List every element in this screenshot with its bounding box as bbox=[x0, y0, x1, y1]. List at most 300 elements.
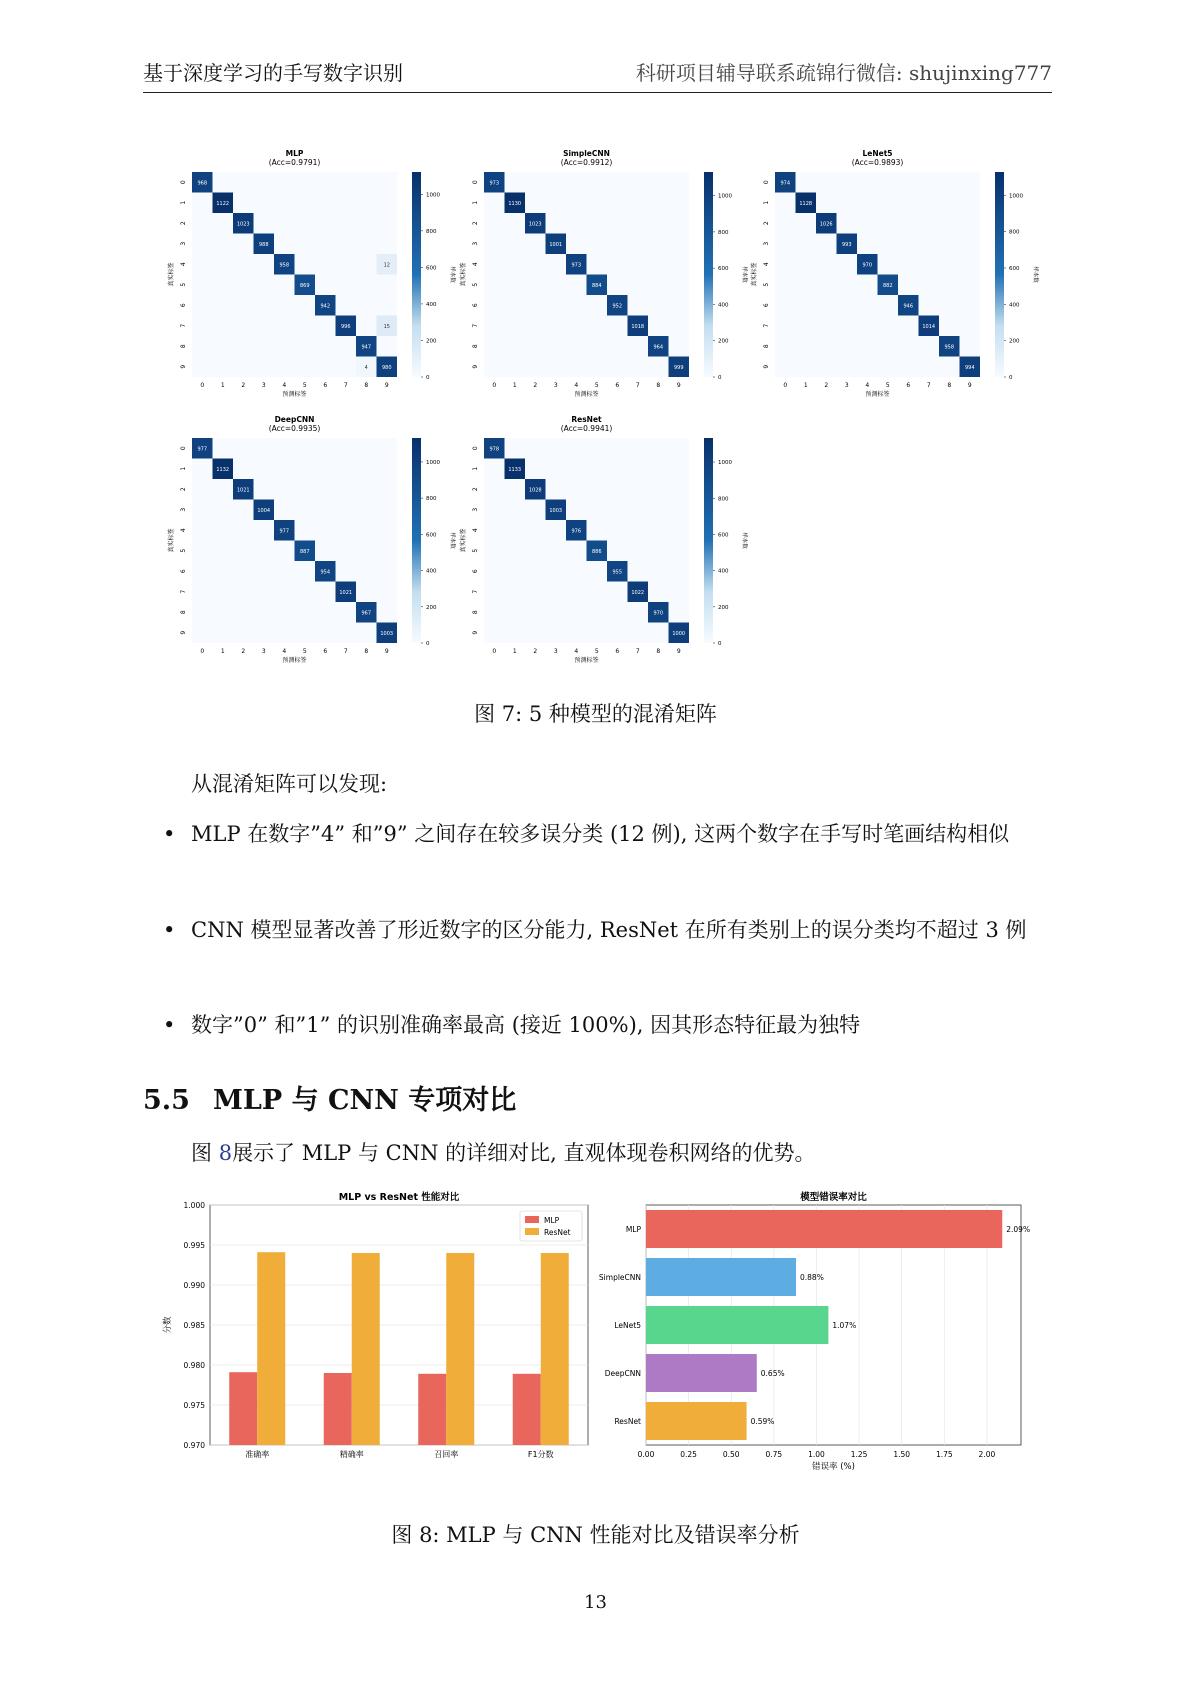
x-axis-label: 错误率 (%) bbox=[812, 1462, 855, 1472]
y-tick-label: 4 bbox=[180, 528, 187, 533]
heatmap-cell bbox=[628, 520, 649, 541]
heatmap-cell bbox=[213, 172, 234, 193]
heatmap-cell bbox=[274, 623, 295, 644]
heatmap-cell bbox=[669, 602, 690, 623]
heatmap-cell bbox=[254, 520, 275, 541]
page-header bbox=[143, 60, 1052, 93]
heatmap-cell bbox=[505, 582, 526, 603]
heatmap-cell bbox=[484, 582, 505, 603]
heatmap-cell-label: 976 bbox=[571, 528, 582, 535]
heatmap-cell bbox=[213, 254, 234, 275]
heatmap-cell bbox=[878, 172, 899, 193]
heatmap-cell bbox=[648, 500, 669, 521]
heatmap-cell bbox=[213, 316, 234, 337]
heatmap-cell bbox=[775, 336, 796, 357]
bullet-item-1: MLP 在数字”4” 和”9” 之间存在较多误分类 (12 例), 这两个数字在手写时笔画结构相似 bbox=[191, 822, 1010, 846]
heatmap-cell bbox=[274, 602, 295, 623]
heatmap-cell bbox=[233, 254, 254, 275]
heatmap-cell bbox=[546, 336, 567, 357]
heatmap-cell-label: 970 bbox=[862, 262, 873, 269]
heatmap-cell bbox=[566, 479, 587, 500]
heatmap-cell bbox=[233, 500, 254, 521]
heatmap-cell bbox=[213, 295, 234, 316]
heatmap-cell bbox=[669, 295, 690, 316]
heatmap-cell-label: 1004 bbox=[257, 507, 271, 514]
heatmap-cell bbox=[960, 336, 981, 357]
heatmap-cell-label: 958 bbox=[944, 344, 955, 351]
heatmap-cell bbox=[546, 213, 567, 234]
heatmap-cell bbox=[295, 479, 316, 500]
heatmap-cell bbox=[192, 520, 213, 541]
heatmap-cell-label: 942 bbox=[320, 303, 331, 310]
heatmap-cell bbox=[274, 172, 295, 193]
heatmap-cell bbox=[254, 193, 275, 214]
heatmap-cell bbox=[919, 357, 940, 378]
x-tick-label: 0.75 bbox=[765, 1450, 783, 1459]
heatmap-cell bbox=[546, 254, 567, 275]
heatmap-cell bbox=[315, 234, 336, 255]
x-tick-label: 3 bbox=[844, 382, 849, 389]
heatmap-cell bbox=[816, 316, 837, 337]
heatmap-cell bbox=[837, 357, 858, 378]
heatmap-cell bbox=[295, 316, 316, 337]
bar-deepcnn bbox=[646, 1354, 757, 1392]
heatmap-cell bbox=[233, 438, 254, 459]
colorbar-tick-label: 400 bbox=[426, 568, 437, 575]
heatmap-cell bbox=[648, 561, 669, 582]
heatmap-cell bbox=[566, 172, 587, 193]
y-tick-label: 0.985 bbox=[183, 1321, 205, 1330]
heatmap-cell bbox=[837, 254, 858, 275]
heatmap-cell bbox=[192, 623, 213, 644]
legend-label: ResNet bbox=[544, 1228, 571, 1237]
heatmap-subtitle: (Acc=0.9791) bbox=[268, 158, 321, 167]
y-tick-label: 4 bbox=[180, 262, 187, 267]
heatmap-cell bbox=[587, 602, 608, 623]
y-tick-label: 2 bbox=[180, 487, 187, 492]
y-tick-label: 3 bbox=[472, 241, 479, 246]
heatmap-cell bbox=[919, 275, 940, 296]
y-tick-label: 1 bbox=[472, 466, 479, 471]
bar-mlp bbox=[418, 1374, 446, 1445]
heatmap-cell bbox=[274, 213, 295, 234]
colorbar-tick-label: 1000 bbox=[426, 192, 440, 199]
confusion-matrix-deepcnn bbox=[167, 415, 457, 664]
heatmap-cell bbox=[315, 582, 336, 603]
heatmap-cell bbox=[546, 193, 567, 214]
x-tick-label: 9 bbox=[967, 382, 972, 389]
heatmap-cell bbox=[669, 500, 690, 521]
heatmap-cell bbox=[939, 316, 960, 337]
bar-resnet bbox=[646, 1402, 747, 1440]
heatmap-cell bbox=[546, 438, 567, 459]
x-tick-label: 5 bbox=[302, 382, 307, 389]
heatmap-cell bbox=[878, 213, 899, 234]
y-tick-label: 3 bbox=[180, 507, 187, 512]
heatmap-title: DeepCNN bbox=[274, 415, 315, 424]
heatmap-cell bbox=[254, 438, 275, 459]
heatmap-cell bbox=[960, 193, 981, 214]
heatmap-cell bbox=[816, 234, 837, 255]
heatmap-cell bbox=[566, 193, 587, 214]
section-title: MLP 与 CNN 专项对比 bbox=[213, 1085, 517, 1116]
heatmap-cell bbox=[878, 193, 899, 214]
y-tick-label: 6 bbox=[763, 303, 770, 308]
page-number: 13 bbox=[584, 1592, 607, 1613]
heatmap-cell-label: 1022 bbox=[631, 589, 645, 596]
data-label: 0.88% bbox=[800, 1273, 824, 1282]
heatmap-cell bbox=[648, 234, 669, 255]
colorbar-tick-label: 0 bbox=[426, 641, 430, 647]
heatmap-cell bbox=[628, 561, 649, 582]
heatmap-cell bbox=[315, 500, 336, 521]
heatmap-cell bbox=[213, 479, 234, 500]
y-tick-label: 2 bbox=[472, 221, 479, 226]
colorbar bbox=[704, 172, 713, 377]
heatmap-cell bbox=[505, 295, 526, 316]
y-tick-label: 4 bbox=[763, 262, 770, 267]
heatmap-cell bbox=[274, 500, 295, 521]
heatmap-cell bbox=[233, 561, 254, 582]
heatmap-cell bbox=[898, 357, 919, 378]
heatmap-cell bbox=[295, 459, 316, 480]
heatmap-cell bbox=[796, 357, 817, 378]
header-title: 基于深度学习的手写数字识别 bbox=[143, 61, 403, 85]
bar-resnet bbox=[541, 1253, 569, 1445]
heatmap-cell bbox=[233, 459, 254, 480]
y-tick-label: 0 bbox=[472, 180, 479, 185]
heatmap-cell bbox=[587, 561, 608, 582]
x-tick-label: 2 bbox=[533, 382, 538, 389]
heatmap-cell bbox=[505, 438, 526, 459]
heatmap-cell bbox=[837, 316, 858, 337]
heatmap-cell bbox=[295, 357, 316, 378]
heatmap-cell bbox=[546, 541, 567, 562]
heatmap-cell bbox=[484, 541, 505, 562]
y-tick-label: 0.995 bbox=[183, 1241, 205, 1250]
heatmap-cell bbox=[525, 459, 546, 480]
heatmap-cell bbox=[356, 459, 377, 480]
heatmap-cell bbox=[315, 275, 336, 296]
figure-8-caption: 图 8: MLP 与 CNN 性能对比及错误率分析 bbox=[391, 1523, 800, 1547]
heatmap-cell bbox=[336, 193, 357, 214]
heatmap-cell-label: 1026 bbox=[819, 221, 833, 228]
heatmap-cell bbox=[192, 295, 213, 316]
heatmap-cell bbox=[295, 336, 316, 357]
x-tick-label: 0 bbox=[200, 648, 205, 655]
y-tick-label: 0 bbox=[180, 446, 187, 451]
heatmap-cell bbox=[566, 459, 587, 480]
figure-7-caption: 图 7: 5 种模型的混淆矩阵 bbox=[474, 702, 717, 726]
bullet-dot: • bbox=[163, 822, 176, 846]
heatmap-cell bbox=[587, 357, 608, 378]
heatmap-cell bbox=[484, 234, 505, 255]
heatmap-cell bbox=[669, 541, 690, 562]
heatmap-cell bbox=[356, 541, 377, 562]
heatmap-cell bbox=[857, 234, 878, 255]
heatmap-cell bbox=[669, 172, 690, 193]
heatmap-cell-label: 1014 bbox=[922, 323, 936, 330]
heatmap-cell bbox=[775, 316, 796, 337]
heatmap-cell bbox=[505, 623, 526, 644]
heatmap-cell bbox=[274, 193, 295, 214]
heatmap-cell bbox=[505, 602, 526, 623]
heatmap-cell bbox=[939, 213, 960, 234]
x-tick-label: 6 bbox=[906, 382, 911, 389]
heatmap-cell bbox=[628, 336, 649, 357]
heatmap-cell-label: 4 bbox=[364, 364, 368, 371]
heatmap-cell bbox=[213, 561, 234, 582]
heatmap-cell bbox=[960, 254, 981, 275]
heatmap-cell-label: 952 bbox=[612, 303, 623, 310]
colorbar bbox=[412, 438, 421, 643]
heatmap-cell bbox=[669, 561, 690, 582]
y-tick-label: 1 bbox=[180, 466, 187, 471]
heatmap-cell bbox=[669, 316, 690, 337]
heatmap-cell bbox=[254, 623, 275, 644]
colorbar-label: 样本数 bbox=[449, 266, 455, 283]
x-tick-label: 4 bbox=[282, 648, 287, 655]
heatmap-cell bbox=[233, 623, 254, 644]
heatmap-cell bbox=[233, 541, 254, 562]
heatmap-cell bbox=[796, 275, 817, 296]
heatmap-cell bbox=[336, 254, 357, 275]
x-axis-label: 预测标签 bbox=[282, 657, 307, 664]
heatmap-cell bbox=[315, 357, 336, 378]
heatmap-cell bbox=[607, 172, 628, 193]
heatmap-cell bbox=[356, 623, 377, 644]
y-tick-label: 4 bbox=[472, 528, 479, 533]
x-tick-label: 4 bbox=[282, 382, 287, 389]
heatmap-cell bbox=[546, 459, 567, 480]
x-tick-label: 1.25 bbox=[850, 1450, 868, 1459]
x-tick-label: 5 bbox=[594, 382, 599, 389]
heatmap-cell bbox=[796, 295, 817, 316]
bar-mlp bbox=[513, 1374, 541, 1445]
heatmap-cell-label: 1003 bbox=[549, 507, 563, 514]
heatmap-cell bbox=[546, 295, 567, 316]
heatmap-cell bbox=[254, 213, 275, 234]
heatmap-cell bbox=[356, 254, 377, 275]
heatmap-title: ResNet bbox=[571, 415, 602, 424]
confusion-matrix-mlp bbox=[167, 149, 457, 398]
colorbar-tick-label: 400 bbox=[1009, 302, 1020, 309]
y-tick-label: 7 bbox=[763, 323, 770, 328]
x-tick-label: 2 bbox=[533, 648, 538, 655]
y-tick-label: 7 bbox=[180, 589, 187, 594]
x-tick-label: 6 bbox=[323, 648, 328, 655]
heatmap-cell bbox=[484, 623, 505, 644]
heatmap-cell-label: 1001 bbox=[549, 241, 563, 248]
heatmap-cell-label: 1133 bbox=[508, 466, 522, 473]
heatmap-cell bbox=[254, 295, 275, 316]
heatmap-cell bbox=[295, 234, 316, 255]
heatmap-cell bbox=[628, 357, 649, 378]
heatmap-cell bbox=[796, 213, 817, 234]
heatmap-cell bbox=[233, 193, 254, 214]
x-tick-label: 2 bbox=[241, 648, 246, 655]
heatmap-cell bbox=[233, 582, 254, 603]
heatmap-cell bbox=[525, 561, 546, 582]
confusion-matrix-lenet5 bbox=[750, 149, 1040, 398]
header-contact: 科研项目辅导联系疏锦行微信: shujinxing777 bbox=[635, 61, 1052, 85]
heatmap-cell bbox=[213, 602, 234, 623]
heatmap-cell bbox=[505, 213, 526, 234]
heatmap-cell bbox=[233, 602, 254, 623]
heatmap-cell bbox=[525, 582, 546, 603]
heatmap-cell bbox=[295, 582, 316, 603]
colorbar-tick-label: 0 bbox=[718, 641, 722, 647]
heatmap-cell bbox=[213, 623, 234, 644]
x-tick-label: 6 bbox=[615, 382, 620, 389]
heatmap-cell bbox=[336, 213, 357, 234]
x-tick-label: 0 bbox=[492, 382, 497, 389]
confusion-matrix-simplecnn bbox=[459, 149, 749, 398]
heatmap-cell bbox=[377, 520, 398, 541]
y-tick-label: 3 bbox=[180, 241, 187, 246]
heatmap-cell bbox=[669, 582, 690, 603]
heatmap-cell-label: 980 bbox=[381, 364, 392, 371]
x-tick-label: 7 bbox=[343, 382, 348, 389]
heatmap-cell bbox=[377, 602, 398, 623]
y-tick-label: DeepCNN bbox=[604, 1369, 641, 1378]
heatmap-cell bbox=[878, 316, 899, 337]
heatmap-title: LeNet5 bbox=[862, 149, 893, 158]
x-axis-label: 预测标签 bbox=[574, 391, 599, 398]
heatmap-cell bbox=[213, 438, 234, 459]
x-tick-label: 2 bbox=[241, 382, 246, 389]
y-tick-label: 6 bbox=[472, 303, 479, 308]
heatmap-cell bbox=[546, 582, 567, 603]
heatmap-cell bbox=[315, 213, 336, 234]
heatmap-cell bbox=[233, 336, 254, 357]
heatmap-cell bbox=[525, 357, 546, 378]
heatmap-cell bbox=[919, 213, 940, 234]
y-axis-label: 真实标签 bbox=[751, 262, 758, 287]
heatmap-cell bbox=[837, 336, 858, 357]
heatmap-cell bbox=[274, 479, 295, 500]
section-number: 5.5 bbox=[143, 1085, 190, 1116]
colorbar-tick-label: 600 bbox=[426, 265, 437, 272]
heatmap-cell bbox=[607, 213, 628, 234]
heatmap-cell bbox=[356, 193, 377, 214]
heatmap-cell bbox=[274, 357, 295, 378]
heatmap-cell bbox=[939, 193, 960, 214]
heatmap-cell bbox=[628, 254, 649, 275]
y-tick-label: 0.970 bbox=[183, 1441, 205, 1450]
heatmap-cell bbox=[919, 295, 940, 316]
heatmap-cell bbox=[254, 541, 275, 562]
heatmap-cell bbox=[254, 172, 275, 193]
y-tick-label: 9 bbox=[180, 364, 187, 369]
heatmap-cell bbox=[857, 193, 878, 214]
x-tick-label: 3 bbox=[553, 382, 558, 389]
heatmap-cell-label: 1028 bbox=[528, 487, 542, 494]
heatmap-cell bbox=[607, 193, 628, 214]
heatmap-cell bbox=[546, 275, 567, 296]
heatmap-cell bbox=[587, 623, 608, 644]
heatmap-cell bbox=[587, 234, 608, 255]
heatmap-cell bbox=[648, 520, 669, 541]
heatmap-cell bbox=[336, 438, 357, 459]
x-tick-label: 5 bbox=[885, 382, 890, 389]
heatmap-cell bbox=[295, 295, 316, 316]
heatmap-cell bbox=[336, 336, 357, 357]
heatmap-cell bbox=[816, 295, 837, 316]
x-tick-label: 8 bbox=[656, 648, 661, 655]
bar-simplecnn bbox=[646, 1258, 796, 1296]
heatmap-cell bbox=[192, 275, 213, 296]
heatmap-cell bbox=[525, 316, 546, 337]
y-tick-label: 9 bbox=[763, 364, 770, 369]
heatmap-cell bbox=[505, 275, 526, 296]
heatmap-cell bbox=[295, 520, 316, 541]
heatmap-cell-label: 1021 bbox=[236, 487, 250, 494]
heatmap-cell bbox=[878, 295, 899, 316]
heatmap-cell bbox=[213, 357, 234, 378]
figure-8-reference-link[interactable]: 8 bbox=[218, 1141, 233, 1165]
heatmap-cell bbox=[254, 479, 275, 500]
y-tick-label: 1 bbox=[472, 200, 479, 205]
x-tick-label: 4 bbox=[574, 648, 579, 655]
heatmap-cell bbox=[505, 336, 526, 357]
heatmap-cell bbox=[857, 336, 878, 357]
heatmap-cell bbox=[525, 295, 546, 316]
confusion-matrix-resnet bbox=[459, 415, 749, 664]
heatmap-cell bbox=[566, 336, 587, 357]
x-tick-label: 9 bbox=[384, 382, 389, 389]
heatmap-cell bbox=[607, 438, 628, 459]
colorbar-tick-label: 800 bbox=[426, 496, 437, 503]
heatmap-cell bbox=[628, 541, 649, 562]
heatmap-cell bbox=[356, 500, 377, 521]
heatmap-cell bbox=[295, 561, 316, 582]
colorbar-label: 样本数 bbox=[741, 532, 747, 549]
heatmap-cell bbox=[336, 541, 357, 562]
heatmap-cell bbox=[587, 520, 608, 541]
heatmap-cell bbox=[233, 357, 254, 378]
y-tick-label: 6 bbox=[472, 569, 479, 574]
chart-title: MLP vs ResNet 性能对比 bbox=[338, 1192, 460, 1203]
heatmap-cell bbox=[254, 336, 275, 357]
colorbar-tick-label: 1000 bbox=[426, 459, 440, 466]
heatmap-cell bbox=[274, 459, 295, 480]
heatmap-cell bbox=[484, 561, 505, 582]
heatmap-cell bbox=[274, 582, 295, 603]
heatmap-cell bbox=[525, 500, 546, 521]
data-label: 0.65% bbox=[760, 1369, 785, 1378]
bar-mlp bbox=[229, 1372, 257, 1445]
colorbar bbox=[995, 172, 1004, 377]
heatmap-cell bbox=[274, 316, 295, 337]
heatmap-cell bbox=[192, 561, 213, 582]
heatmap-cell bbox=[669, 459, 690, 480]
x-tick-label: 8 bbox=[656, 382, 661, 389]
performance-bar-chart bbox=[162, 1191, 588, 1459]
bar-mlp bbox=[646, 1210, 1002, 1248]
heatmap-cell bbox=[213, 582, 234, 603]
x-tick-label: F1分数 bbox=[527, 1450, 554, 1459]
heatmap-cell bbox=[213, 275, 234, 296]
y-tick-label: 2 bbox=[472, 487, 479, 492]
colorbar-tick-label: 1000 bbox=[718, 193, 732, 200]
heatmap-cell bbox=[960, 234, 981, 255]
heatmap-cell bbox=[628, 500, 649, 521]
heatmap-cell bbox=[254, 275, 275, 296]
x-tick-label: 0 bbox=[783, 382, 788, 389]
heatmap-cell bbox=[816, 193, 837, 214]
heatmap-cell bbox=[898, 193, 919, 214]
